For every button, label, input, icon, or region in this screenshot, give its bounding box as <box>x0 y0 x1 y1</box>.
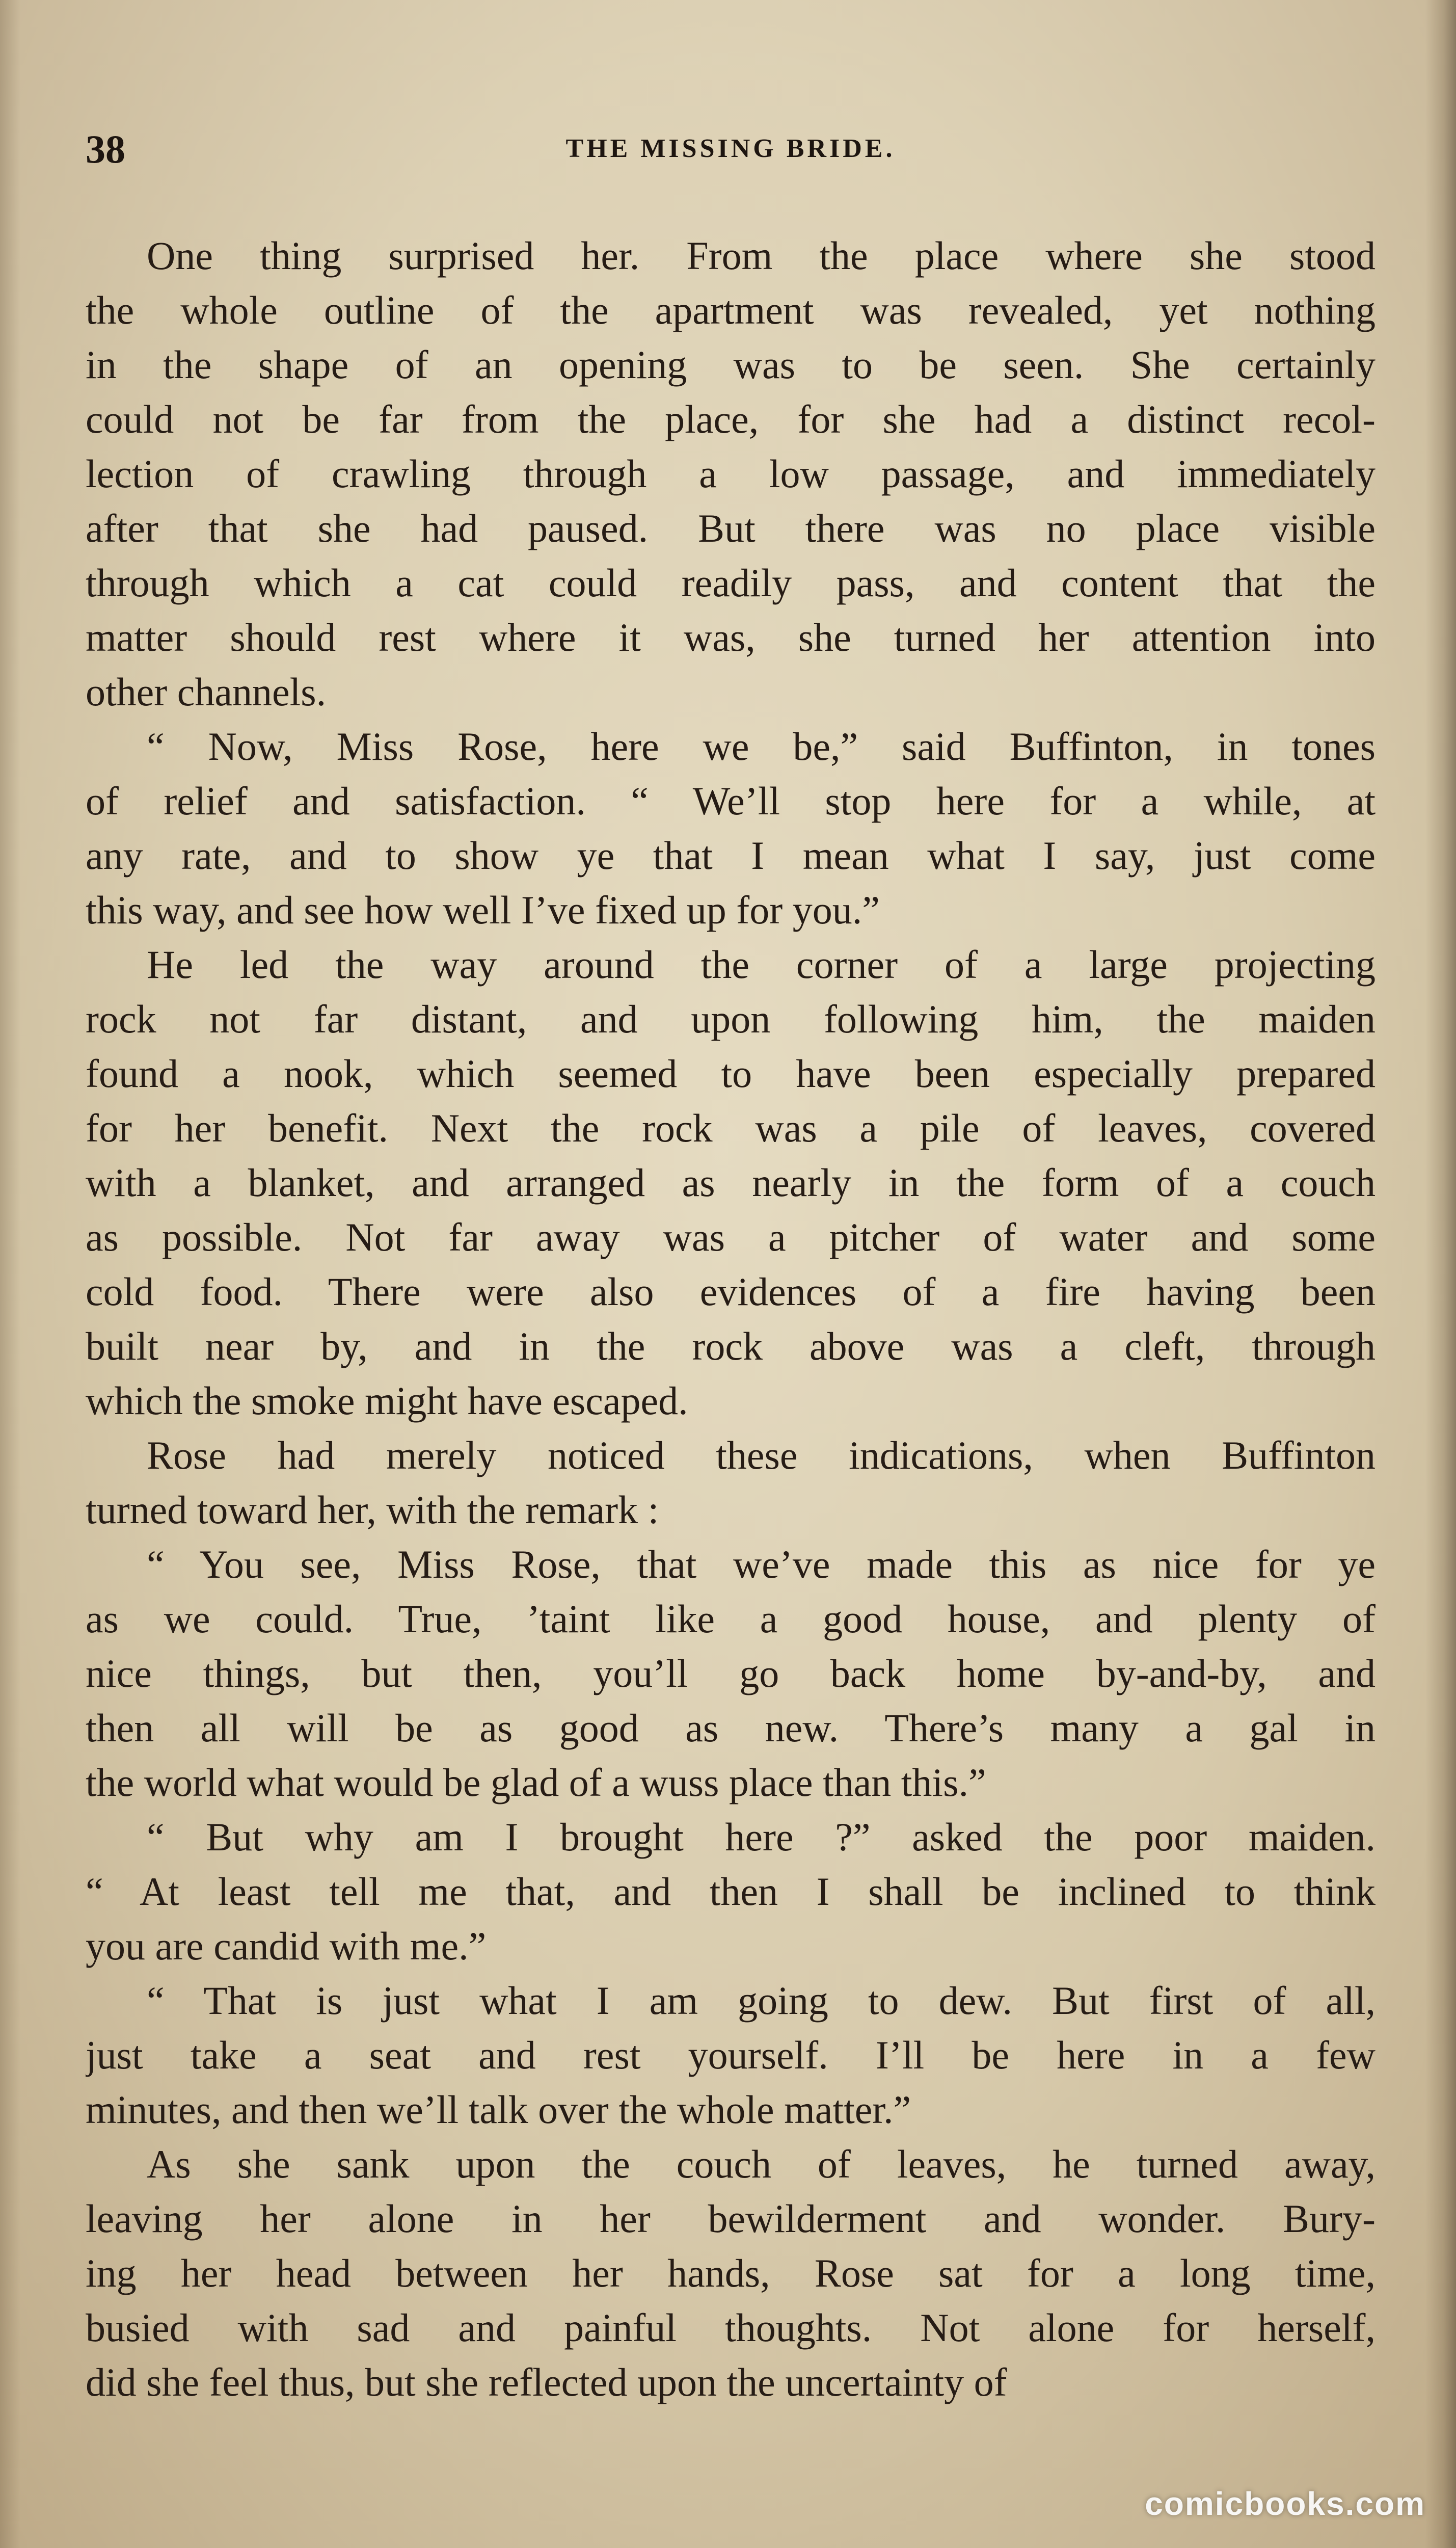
paragraph <box>86 228 1376 719</box>
page-left-shadow <box>0 0 20 2548</box>
text-line: minutes, and then we’ll talk over the whole matter.” <box>86 2087 911 2132</box>
page-header <box>86 126 1376 172</box>
text-line: Rose had merely noticed these indications, when Buffinton <box>147 1433 1376 1477</box>
watermark: comicbooks.com <box>1145 2485 1425 2522</box>
paragraph <box>86 1537 1376 1810</box>
text-line: leaving her alone in her bewilderment and wonder. Bury- <box>86 2196 1376 2241</box>
text-line: as we could. True, ’taint like a good house, and plenty of <box>86 1597 1376 1641</box>
text-line: found a nook, which seemed to have been especially prepared <box>86 1051 1376 1096</box>
text-line: “ You see, Miss Rose, that we’ve made this as nice for ye <box>147 1542 1376 1586</box>
body-text <box>86 228 1376 2420</box>
text-line: in the shape of an opening was to be seen. She certainly <box>86 342 1376 387</box>
text-line: As she sank upon the couch of leaves, he turned away, <box>147 2142 1376 2186</box>
text-line: nice things, but then, you’ll go back home by-and-by, and <box>86 1651 1376 1695</box>
text-line: One thing surprised her. From the place where she stood <box>147 233 1376 278</box>
text-line: for her benefit. Next the rock was a pile of leaves, covered <box>86 1106 1376 1150</box>
text-line: He led the way around the corner of a large projecting <box>147 942 1376 987</box>
paragraph <box>86 1810 1376 1973</box>
paragraph <box>86 1973 1376 2137</box>
text-line: rock not far distant, and upon following him, the maiden <box>86 997 1376 1041</box>
paragraph <box>86 937 1376 1428</box>
paragraph <box>86 719 1376 937</box>
text-line: did she feel thus, but she reflected upon the uncertainty of <box>86 2360 1007 2404</box>
text-line: cold food. There were also evidences of a fire having been <box>86 1269 1376 1314</box>
text-line: of relief and satisfaction. “ We’ll stop here for a while, at <box>86 779 1376 823</box>
text-line: you are candid with me.” <box>86 1924 487 1968</box>
page-right-shadow <box>1425 0 1456 2548</box>
text-line: through which a cat could readily pass, and content that the <box>86 561 1376 605</box>
text-line: “ But why am I brought here ?” asked the poor maiden. <box>147 1815 1376 1859</box>
text-line: then all will be as good as new. There’s many a gal in <box>86 1706 1376 1750</box>
text-line: the world what would be glad of a wuss place than this.” <box>86 1760 986 1804</box>
running-head: THE MISSING BRIDE. <box>565 134 896 163</box>
text-line: after that she had paused. But there was no place visible <box>86 506 1376 550</box>
text-line: could not be far from the place, for she had a distinct recol- <box>86 397 1376 441</box>
text-line: this way, and see how well I’ve fixed up for you.” <box>86 888 880 932</box>
page-number: 38 <box>86 127 125 171</box>
text-line: “ Now, Miss Rose, here we be,” said Buffinton, in tones <box>147 724 1376 768</box>
text-line: matter should rest where it was, she turned her attention into <box>86 615 1376 659</box>
text-line: lection of crawling through a low passage, and immediately <box>86 452 1376 496</box>
text-line: “ That is just what I am going to dew. But first of all, <box>147 1978 1376 2023</box>
text-line: other channels. <box>86 670 327 714</box>
text-line: busied with sad and painful thoughts. Not alone for herself, <box>86 2305 1376 2350</box>
paragraph <box>86 1428 1376 1537</box>
text-line: ing her head between her hands, Rose sat for a long time, <box>86 2251 1376 2295</box>
text-line: built near by, and in the rock above was a cleft, through <box>86 1324 1376 1368</box>
text-line: which the smoke might have escaped. <box>86 1378 688 1423</box>
text-line: “ At least tell me that, and then I shall be inclined to think <box>86 1869 1376 1914</box>
text-line: any rate, and to show ye that I mean what I say, just come <box>86 833 1376 878</box>
text-line: as possible. Not far away was a pitcher of water and some <box>86 1215 1376 1259</box>
text-line: turned toward her, with the remark : <box>86 1488 659 1532</box>
text-line: just take a seat and rest yourself. I’ll be here in a few <box>86 2033 1376 2077</box>
paragraph <box>86 2137 1376 2409</box>
text-line: the whole outline of the apartment was revealed, yet nothing <box>86 288 1376 332</box>
text-line: with a blanket, and arranged as nearly in the form of a couch <box>86 1160 1376 1205</box>
